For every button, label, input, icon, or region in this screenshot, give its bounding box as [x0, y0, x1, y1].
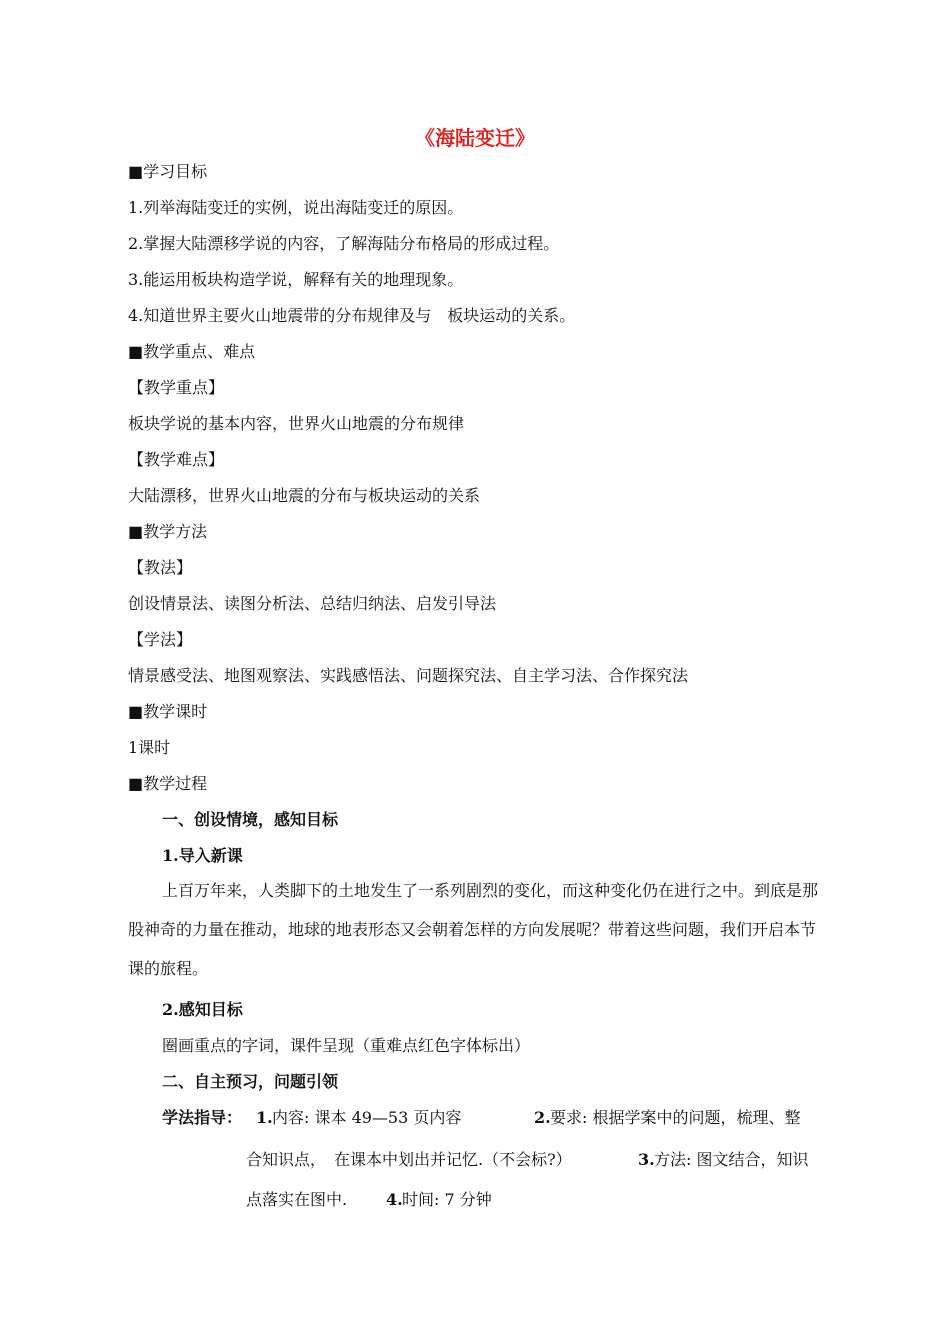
key-point-text: 板块学说的基本内容，世界火山地震的分布规律 [128, 414, 465, 433]
guide-num-3: 3. [638, 1150, 655, 1169]
document-title: 《海陆变迁》 [415, 126, 535, 150]
guide-text-4: 时间: 7 分钟 [402, 1190, 492, 1209]
part1-paragraph: 上百万年来，人类脚下的土地发生了一系列剧烈的变化，而这种变化仍在进行之中。到底是那股神奇的力量在推动，地球的地表形态又会朝着怎样的方向发展呢？带着这些问题，我们开启本节课的旅程。 [128, 881, 819, 978]
section-heading-methods: ■教学方法 [128, 522, 208, 541]
guide-num-2: 2. [534, 1108, 551, 1127]
section-heading-hours: ■教学课时 [128, 702, 208, 721]
guide-text-2-cont: 合知识点， 在课本中划出并记忆.（不会标?） [246, 1150, 572, 1169]
section-heading-process: ■教学过程 [128, 774, 208, 793]
key-point-label: 【教学重点】 [128, 378, 225, 397]
difficulty-label: 【教学难点】 [128, 450, 225, 469]
part2-title: 二、自主预习，问题引领 [162, 1072, 339, 1091]
guide-text-1: 内容: 课本 49—53 页内容 [272, 1108, 462, 1127]
teach-method-label: 【教法】 [128, 558, 193, 577]
part1-sub2-text: 圈画重点的字词，课件呈现（重难点红色字体标出） [162, 1036, 531, 1055]
guide-text-3-cont: 点落实在图中. [246, 1190, 348, 1209]
goal-item: 2.掌握大陆漂移学说的内容，了解海陆分布格局的形成过程。 [128, 234, 560, 253]
learn-method-text: 情景感受法、地图观察法、实践感悟法、问题探究法、自主学习法、合作探究法 [128, 666, 689, 685]
teach-method-text: 创设情景法、读图分析法、总结归纳法、启发引导法 [128, 594, 497, 613]
hours-text: 1课时 [128, 738, 171, 757]
section-heading-key-points: ■教学重点、难点 [128, 342, 256, 361]
goal-item: 3.能运用板块构造学说，解释有关的地理现象。 [128, 270, 464, 289]
guide-text-3: 方法: 图文结合，知识 [654, 1150, 809, 1169]
guide-num-1: 1. [256, 1108, 273, 1127]
guide-num-4: 4. [386, 1190, 403, 1209]
part1-title: 一、创设情境，感知目标 [162, 810, 339, 829]
section-heading-goals: ■学习目标 [128, 162, 208, 181]
difficulty-text: 大陆漂移，世界火山地震的分布与板块运动的关系 [128, 486, 481, 505]
learn-method-label: 【学法】 [128, 630, 193, 649]
goal-item: 4.知道世界主要火山地震带的分布规律及与 板块运动的关系。 [128, 306, 576, 325]
goal-item: 1.列举海陆变迁的实例，说出海陆变迁的原因。 [128, 198, 464, 217]
part1-sub1: 1.导入新课 [162, 846, 243, 865]
guide-label: 学法指导： [162, 1108, 243, 1127]
part1-sub2: 2.感知目标 [162, 1000, 243, 1019]
guide-text-2: 要求: 根据学案中的问题，梳理、整 [550, 1108, 801, 1127]
